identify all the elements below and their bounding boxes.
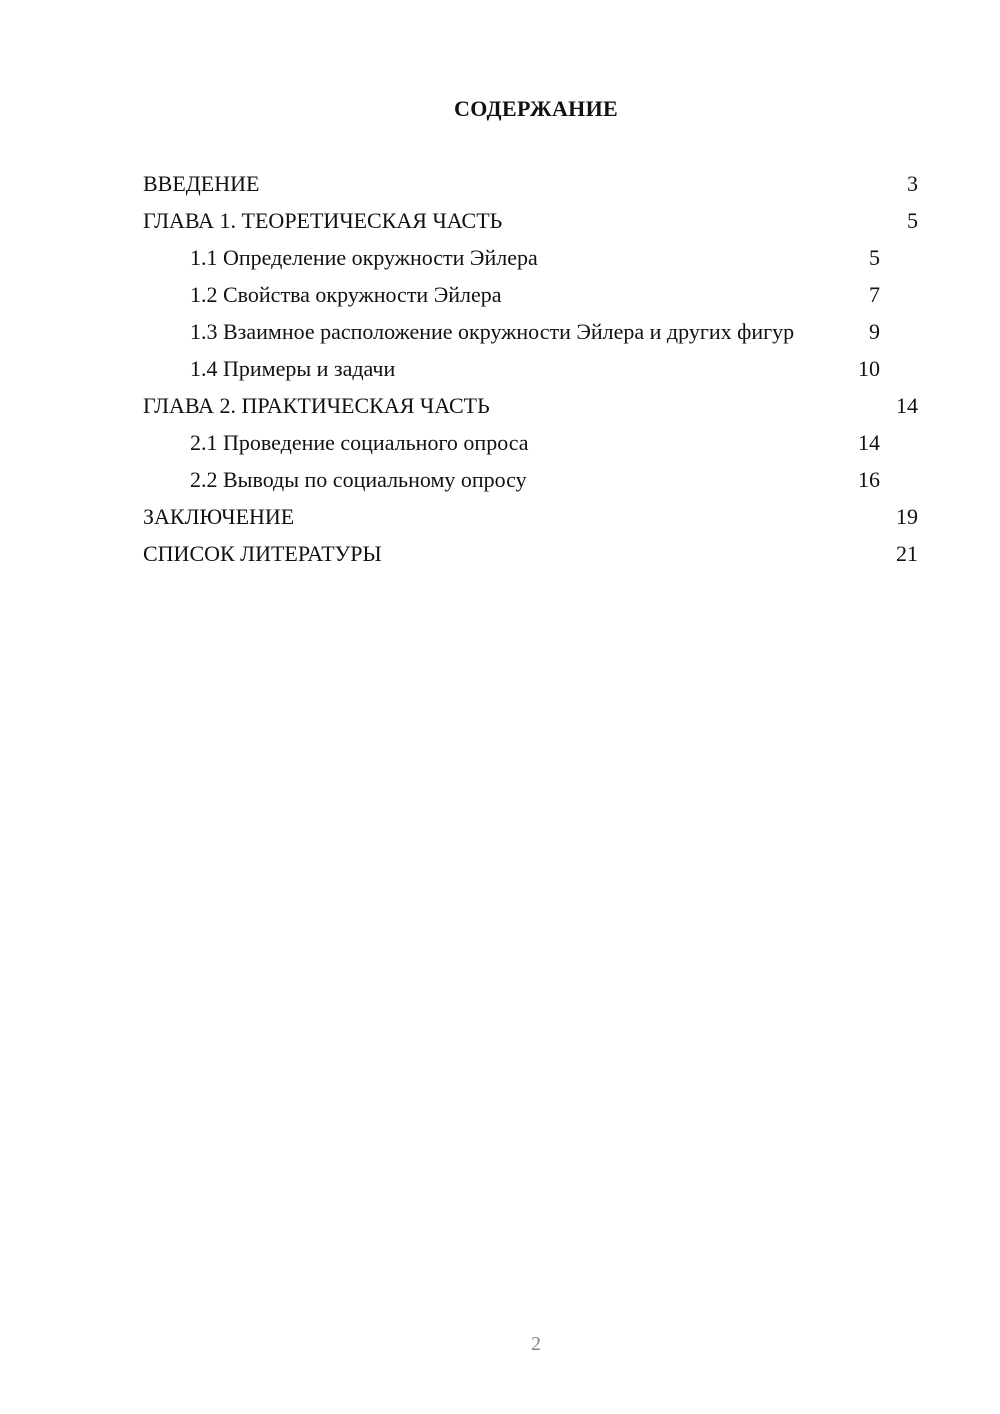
toc-entry-introduction: [143, 170, 918, 197]
toc-entry-page: 19: [896, 504, 918, 529]
toc-entry-page: 10: [858, 356, 880, 381]
toc-entry-label: 1.1 Определение окружности Эйлера: [190, 245, 538, 270]
toc-entry-page: 14: [858, 430, 880, 455]
toc-entry-chapter-1: [143, 207, 918, 234]
toc-entry-label: 2.1 Проведение социального опроса: [190, 430, 529, 455]
toc-entry-conclusion: [143, 503, 918, 530]
toc-entry-label: ВВЕДЕНИЕ: [143, 171, 260, 196]
toc-entry-section-2-1: [143, 429, 918, 456]
toc-entry-label: 1.3 Взаимное расположение окружности Эйлера и других фигур: [190, 319, 795, 344]
toc-entry-page: 7: [869, 282, 880, 307]
toc-entry-label: ЗАКЛЮЧЕНИЕ: [143, 504, 295, 529]
toc-entry-label: 1.4 Примеры и задачи: [190, 356, 396, 381]
toc-entry-section-1-4: [143, 355, 918, 382]
toc-entry-label: 1.2 Свойства окружности Эйлера: [190, 282, 502, 307]
toc-entry-page: 5: [907, 208, 918, 233]
toc-entry-chapter-2: [143, 392, 918, 419]
toc-entry-label: ГЛАВА 1. ТЕОРЕТИЧЕСКАЯ ЧАСТЬ: [143, 208, 503, 233]
page-title: СОДЕРЖАНИЕ: [454, 96, 618, 121]
toc-entry-page: 5: [869, 245, 880, 270]
toc-entry-page: 21: [896, 541, 918, 566]
toc-entry-page: 14: [896, 393, 918, 418]
toc-entry-section-1-2: [143, 281, 918, 308]
toc-entry-section-1-1: [143, 244, 918, 271]
toc-entry-section-2-2: [143, 466, 918, 493]
page-number: 2: [531, 1333, 541, 1355]
toc-entry-page: 16: [858, 467, 880, 492]
toc-entry-page: 9: [869, 319, 880, 344]
toc-entry-label: 2.2 Выводы по социальному опросу: [190, 467, 527, 492]
toc-entry-label: ГЛАВА 2. ПРАКТИЧЕСКАЯ ЧАСТЬ: [143, 393, 490, 418]
toc-entry-label: СПИСОК ЛИТЕРАТУРЫ: [143, 541, 382, 566]
toc-entry-page: 3: [907, 171, 918, 196]
table-of-contents: [143, 170, 918, 577]
toc-entry-references: [143, 540, 918, 567]
toc-entry-section-1-3: [143, 318, 918, 345]
